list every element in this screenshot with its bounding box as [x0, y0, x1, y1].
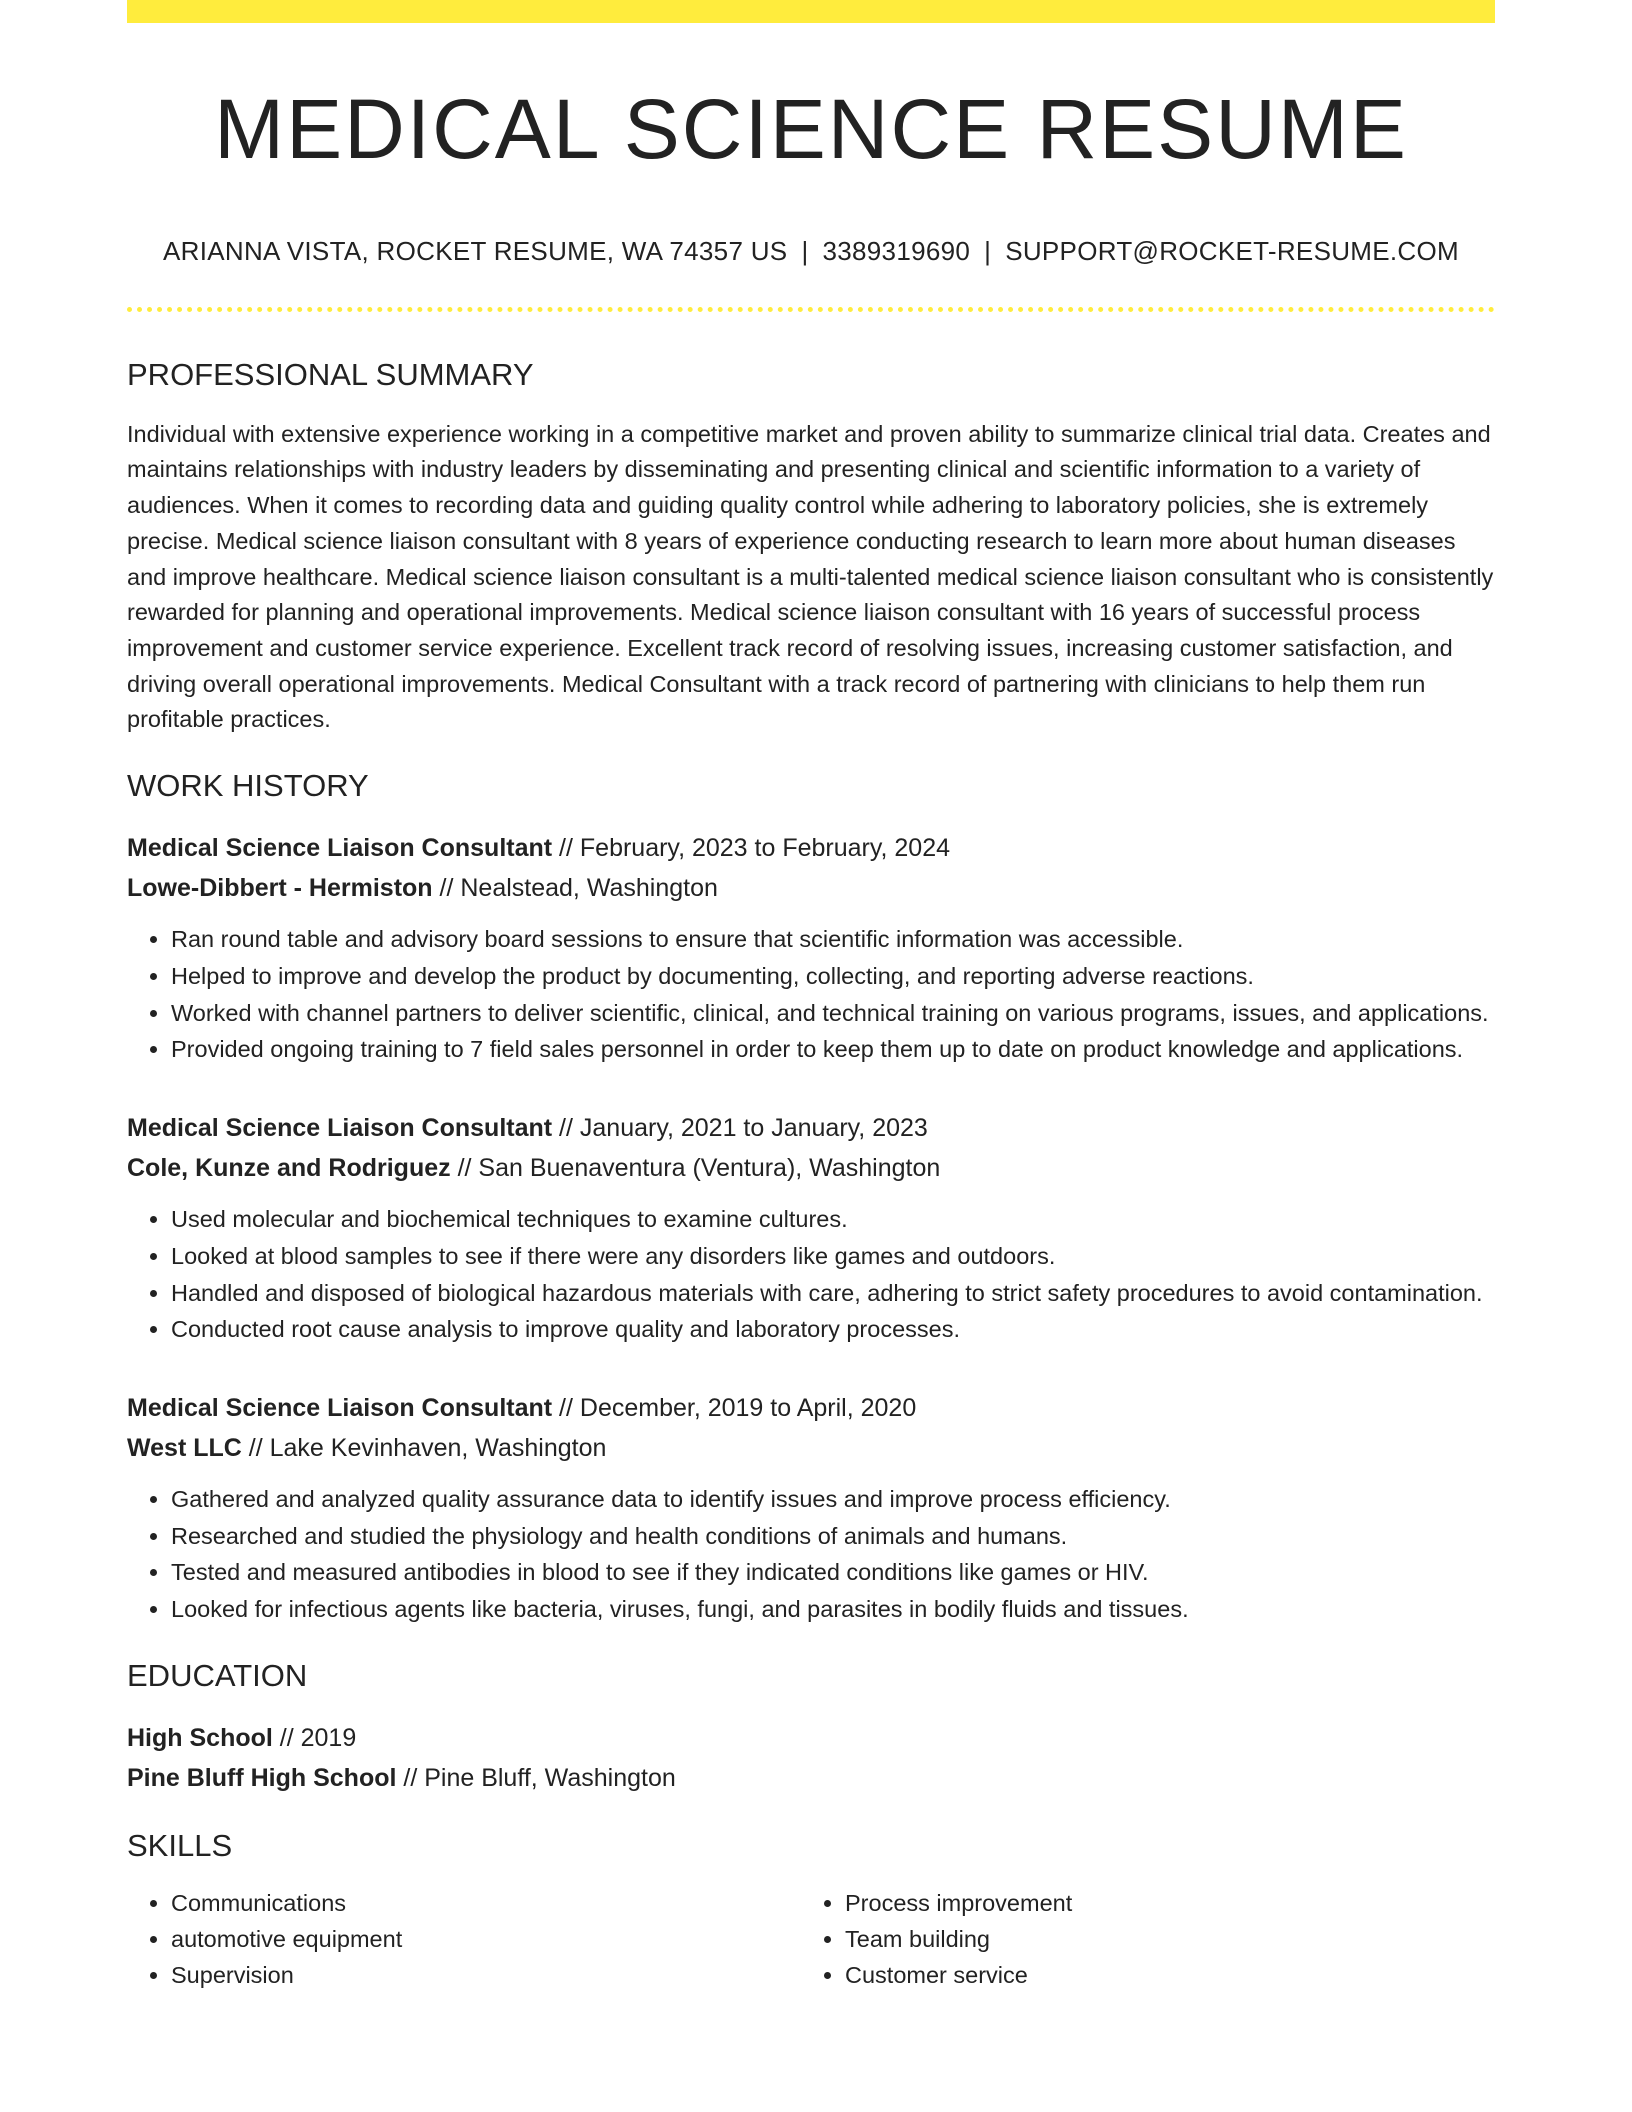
- list-item: • Worked with channel partners to deliver scientific, clinical, and technical training on various programs, issues, and applications.: [171, 996, 1495, 1032]
- job-company: West LLC: [127, 1433, 242, 1462]
- summary-text: Individual with extensive experience working in a competitive market and proven ability to summarize clinical trial data. Creates and maintains relationships with industry leaders by disseminating and presenting clinical and scientific information to a variety of audiences. When it comes to recording data and guiding quality control while adhering to laboratory policies, she is extremely precise. Medical science liaison consultant with 8 years of experience conducting research to learn more about human diseases and improve healthcare. Medical science liaison consultant is a multi-talented medical science liaison consultant who is consistently rewarded for planning and operational improvements. Medical science liaison consultant with 16 years of successful process improvement and customer service experience. Excellent track record of resolving issues, increasing customer satisfaction, and driving overall operational improvements. Medical Consultant with a track record of partnering with clinicians to help them run profitable practices.: [127, 420, 1494, 733]
- job-title-line: [127, 1108, 1495, 1148]
- job-entry: [127, 1108, 1495, 1348]
- contact-address: ARIANNA VISTA, ROCKET RESUME, WA 74357 US: [163, 235, 788, 266]
- skill-item: • Process improvement: [845, 1886, 1475, 1922]
- skill-item: • Team building: [845, 1922, 1475, 1958]
- list-item: • Tested and measured antibodies in blood to see if they indicated conditions like games or HIV.: [171, 1555, 1495, 1591]
- job-title-line: [127, 1388, 1495, 1428]
- list-item: • Looked at blood samples to see if there were any disorders like games and outdoors.: [171, 1239, 1495, 1275]
- job-entry: [127, 828, 1495, 1068]
- job-location: // Nealstead, Washington: [432, 874, 718, 903]
- job-company: Cole, Kunze and Rodriguez: [127, 1154, 451, 1183]
- job-bullets: [127, 1202, 1495, 1348]
- skills-heading: SKILLS: [127, 1827, 233, 1863]
- job-bullets: [127, 922, 1495, 1068]
- summary-heading: PROFESSIONAL SUMMARY: [127, 356, 534, 392]
- education-school: Pine Bluff High School: [127, 1763, 397, 1792]
- list-item: • Looked for infectious agents like bacteria, viruses, fungi, and parasites in bodily fluids and tissues.: [171, 1592, 1495, 1628]
- job-company: Lowe-Dibbert - Hermiston: [127, 874, 433, 903]
- job-company-line: [127, 1428, 1495, 1468]
- education-degree: High School: [127, 1723, 273, 1752]
- resume-page: [127, 0, 1495, 1993]
- job-dates: // February, 2023 to February, 2024: [552, 834, 951, 863]
- job-location: // San Buenaventura (Ventura), Washington: [450, 1154, 941, 1183]
- contact-phone: 3389319690: [822, 235, 971, 266]
- job-dates: // January, 2021 to January, 2023: [552, 1114, 928, 1143]
- list-item: • Helped to improve and develop the product by documenting, collecting, and reporting adverse reactions.: [171, 959, 1495, 995]
- education-heading: EDUCATION: [127, 1657, 308, 1693]
- education-location: // Pine Bluff, Washington: [396, 1763, 676, 1792]
- list-item: • Provided ongoing training to 7 field sales personnel in order to keep them up to date on product knowledge and applications.: [171, 1032, 1495, 1068]
- job-company-line: [127, 1148, 1495, 1188]
- work-history-heading: WORK HISTORY: [127, 768, 369, 804]
- contact-separator: |: [984, 235, 992, 266]
- contact-separator: |: [801, 235, 809, 266]
- list-item: • Ran round table and advisory board sessions to ensure that scientific information was accessible.: [171, 922, 1495, 958]
- skill-item: • automotive equipment: [171, 1922, 801, 1958]
- list-item: • Handled and disposed of biological hazardous materials with care, adhering to strict safety procedures to avoid contamination.: [171, 1276, 1495, 1312]
- job-bullets: [127, 1482, 1495, 1628]
- accent-top-bar: [127, 0, 1495, 23]
- skills-right-list: [801, 1886, 1475, 1993]
- job-title: Medical Science Liaison Consultant: [127, 1114, 553, 1143]
- education-year: // 2019: [272, 1723, 357, 1752]
- job-title: Medical Science Liaison Consultant: [127, 834, 553, 863]
- job-title: Medical Science Liaison Consultant: [127, 1393, 553, 1422]
- education-degree-line: [127, 1718, 1495, 1758]
- job-location: // Lake Kevinhaven, Washington: [241, 1433, 607, 1462]
- contact-line: [127, 235, 1495, 269]
- list-item: • Researched and studied the physiology and health conditions of animals and humans.: [171, 1519, 1495, 1555]
- education-entry: [127, 1718, 1495, 1798]
- skills-left-list: [127, 1886, 801, 1993]
- education-school-line: [127, 1758, 1495, 1798]
- skill-item: • Supervision: [171, 1958, 801, 1994]
- dotted-divider: [127, 307, 1495, 312]
- contact-email: SUPPORT@ROCKET-RESUME.COM: [1005, 235, 1459, 266]
- list-item: • Used molecular and biochemical techniques to examine cultures.: [171, 1202, 1495, 1238]
- job-title-line: [127, 828, 1495, 868]
- skill-item: • Communications: [171, 1886, 801, 1922]
- job-dates: // December, 2019 to April, 2020: [552, 1393, 917, 1422]
- resume-title: MEDICAL SCIENCE RESUME: [214, 82, 1408, 176]
- list-item: • Gathered and analyzed quality assurance data to identify issues and improve process efficiency.: [171, 1482, 1495, 1518]
- list-item: • Conducted root cause analysis to improve quality and laboratory processes.: [171, 1312, 1495, 1348]
- job-entry: [127, 1388, 1495, 1628]
- skills-columns: [127, 1886, 1495, 1993]
- job-company-line: [127, 868, 1495, 908]
- skill-item: • Customer service: [845, 1958, 1475, 1994]
